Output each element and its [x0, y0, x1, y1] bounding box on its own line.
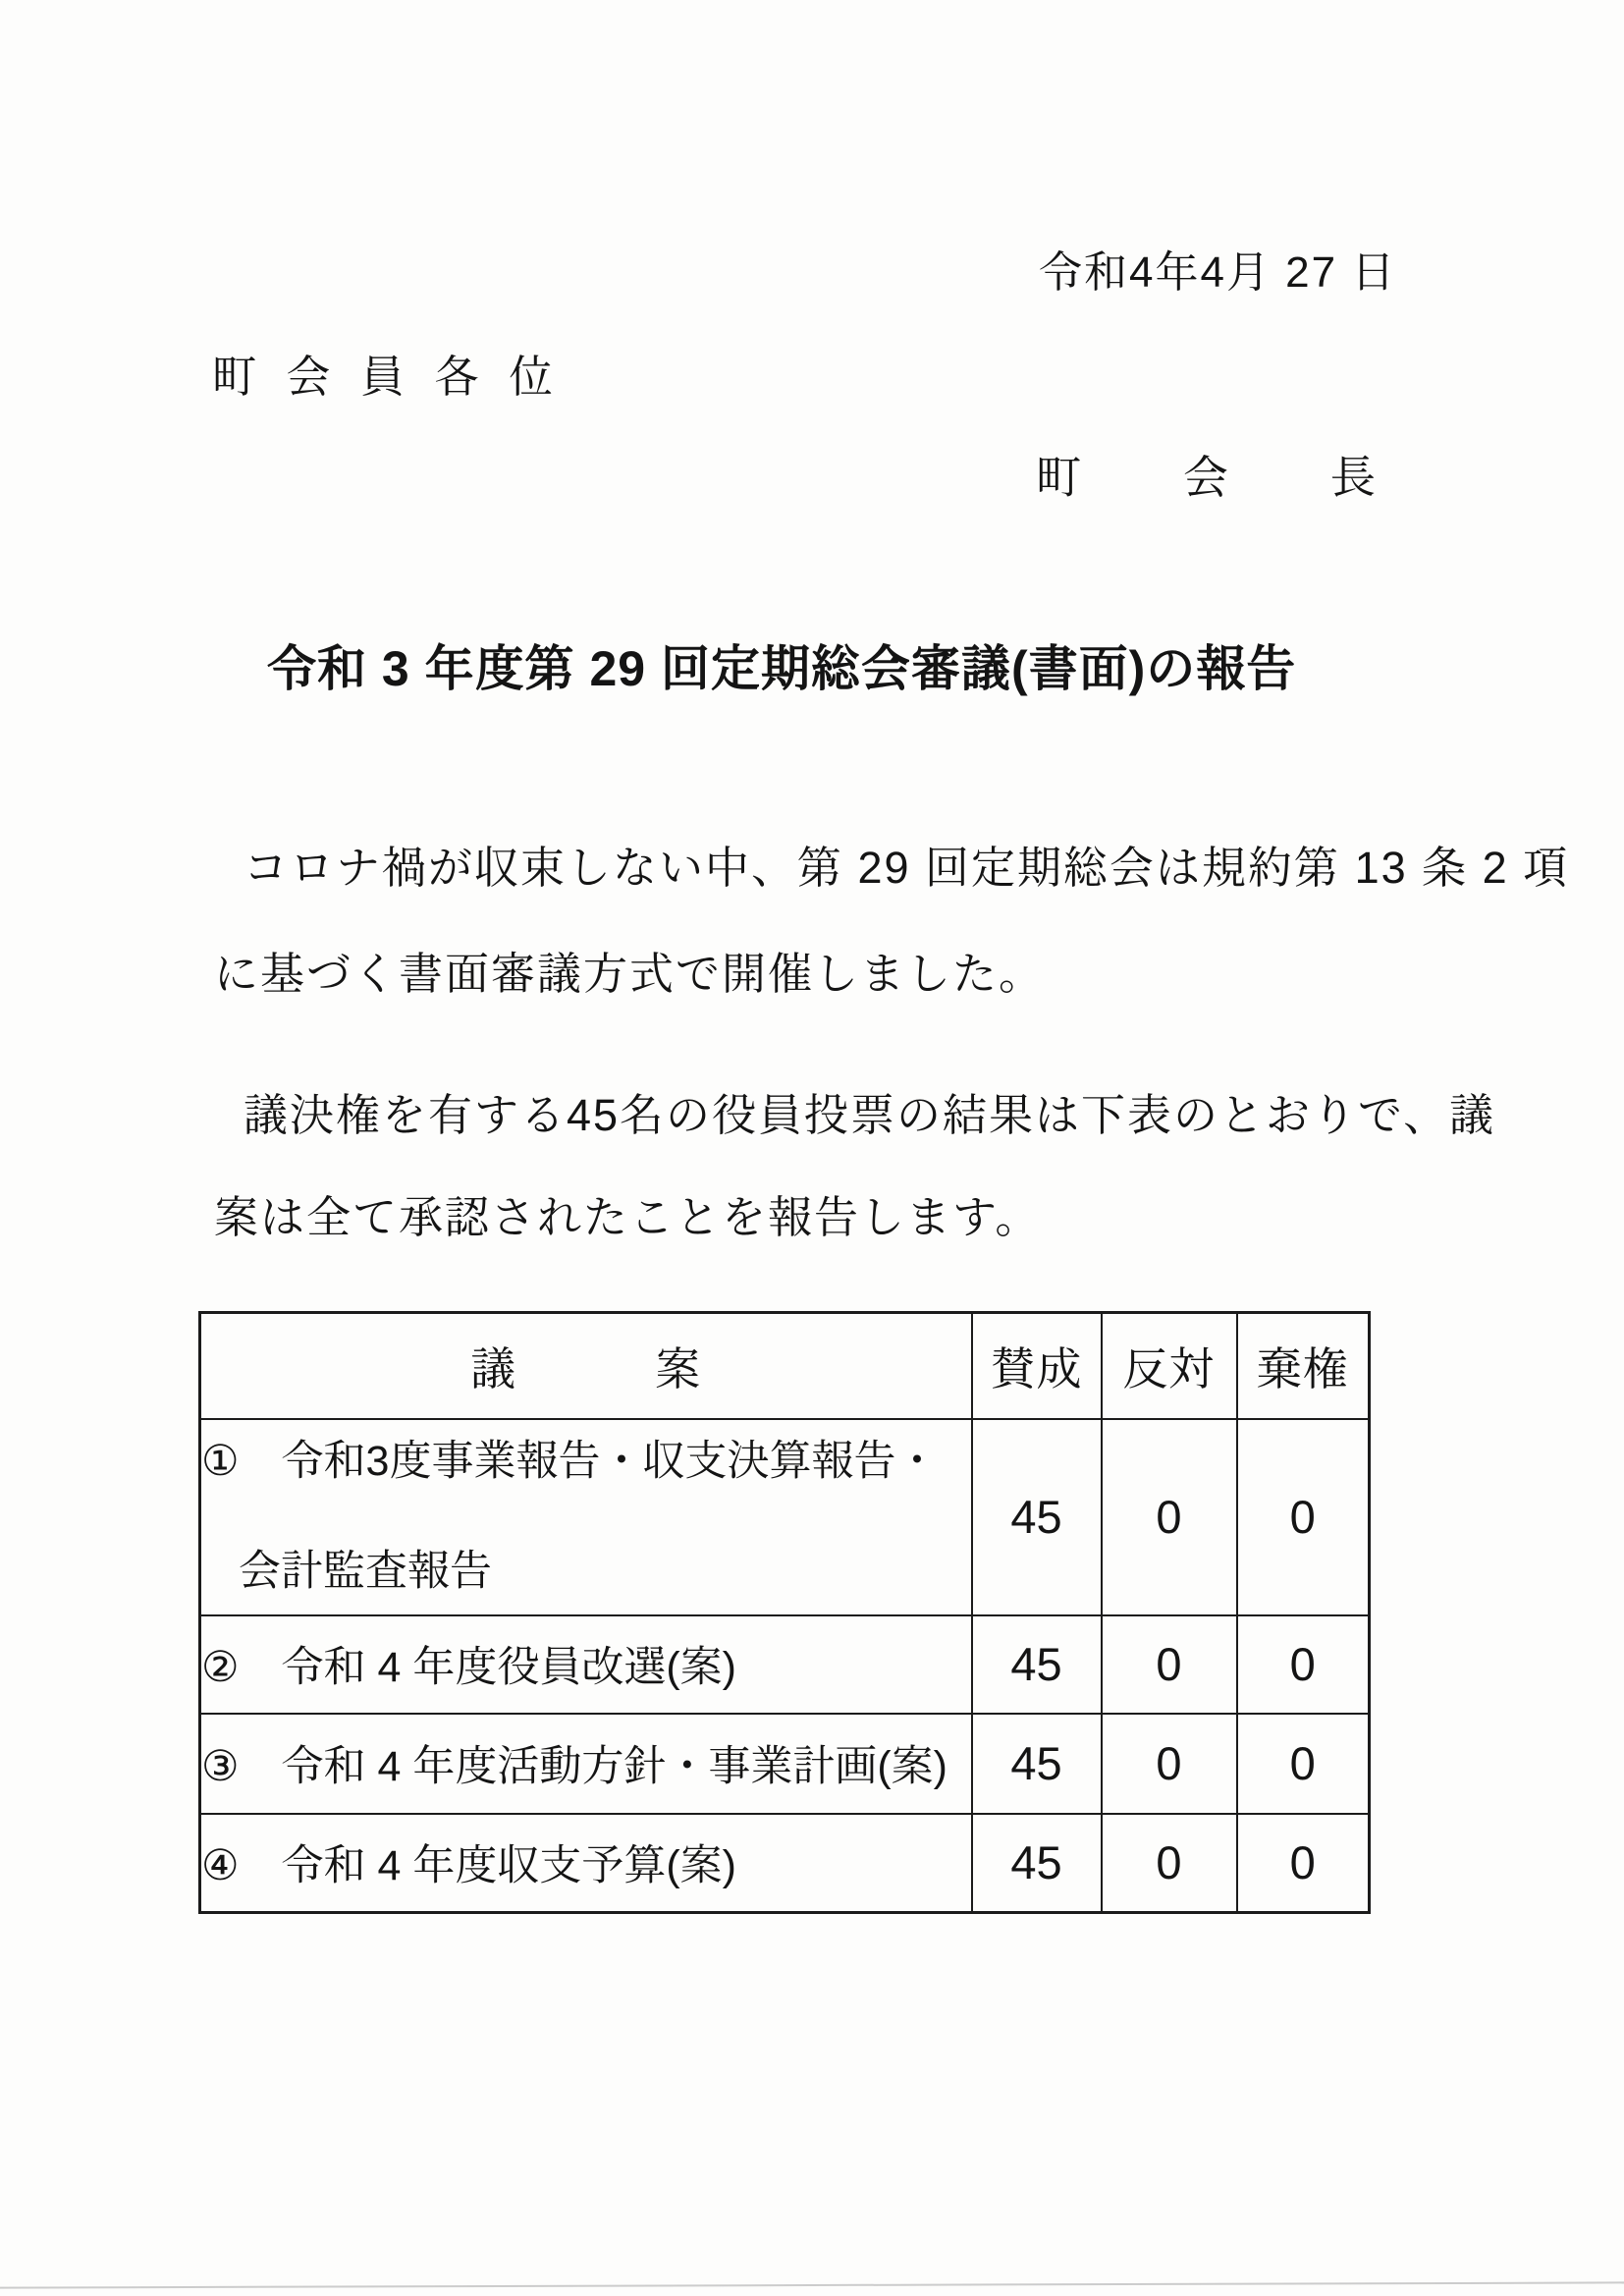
proposal-2: ② 令和 4 年度役員改選(案): [200, 1615, 972, 1714]
paragraph-2-line-1: 議決権を有する45名の役員投票の結果は下表のとおりで、議: [244, 1090, 1496, 1140]
table-row: [200, 1714, 1370, 1814]
approve-count-4: 45: [972, 1814, 1102, 1913]
table-row: [200, 1419, 1370, 1615]
abstain-count-4: 0: [1237, 1814, 1370, 1913]
paragraph-1-line-1: コロナ禍が収束しない中、第 29 回定期総会は規約第 13 条 2 項: [244, 843, 1570, 893]
oppose-count-3: 0: [1102, 1714, 1237, 1814]
abstain-count-1: 0: [1237, 1419, 1370, 1615]
document-date: 令和4年4月 27 日: [1039, 248, 1397, 297]
sender-title: 町 会 長: [1036, 452, 1380, 503]
abstain-count-3: 0: [1237, 1714, 1370, 1814]
vote-results-table: [198, 1311, 1371, 1914]
addressee: 町 会 員 各 位: [212, 352, 563, 402]
paragraph-2-line-2: 案は全て承認されたことを報告します。: [214, 1192, 1042, 1242]
table-header-row: [200, 1313, 1370, 1419]
table-row: [200, 1814, 1370, 1913]
header-proposal: 議 案: [200, 1313, 972, 1419]
oppose-count-1: 0: [1102, 1419, 1237, 1615]
oppose-count-4: 0: [1102, 1814, 1237, 1913]
oppose-count-2: 0: [1102, 1615, 1237, 1714]
scan-edge-artifact: [0, 2281, 1624, 2288]
page-title: 令和 3 年度第 29 回定期総会審議(書面)の報告: [267, 641, 1297, 696]
proposal-1: [200, 1419, 972, 1615]
table-row: [200, 1615, 1370, 1714]
header-approve: 賛成: [972, 1313, 1102, 1419]
proposal-4: ④ 令和 4 年度収支予算(案): [200, 1814, 972, 1913]
paragraph-1-line-2: に基づく書面審議方式で開催しました。: [214, 949, 1046, 999]
proposal-1-line-1: ① 令和3度事業報告・収支決算報告・: [201, 1437, 939, 1485]
proposal-3: ③ 令和 4 年度活動方針・事業計画(案): [200, 1714, 972, 1814]
abstain-count-2: 0: [1237, 1615, 1370, 1714]
proposal-1-line-2: 会計監査報告: [239, 1547, 492, 1595]
header-oppose: 反対: [1102, 1313, 1237, 1419]
header-abstain: 棄権: [1237, 1313, 1370, 1419]
approve-count-3: 45: [972, 1714, 1102, 1814]
approve-count-1: 45: [972, 1419, 1102, 1615]
approve-count-2: 45: [972, 1615, 1102, 1714]
